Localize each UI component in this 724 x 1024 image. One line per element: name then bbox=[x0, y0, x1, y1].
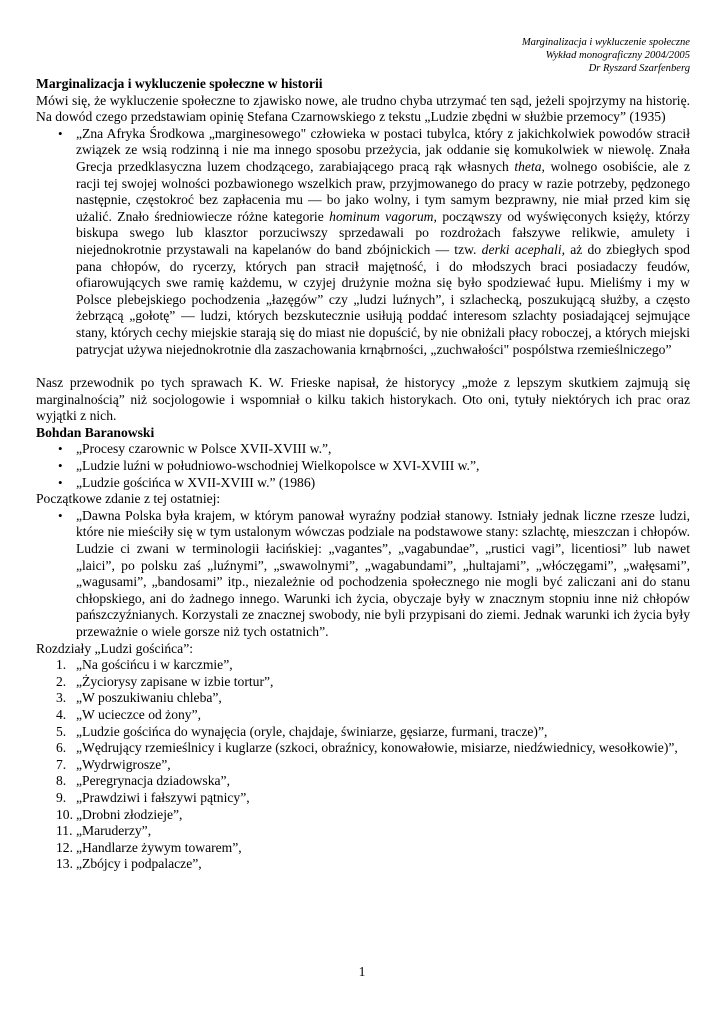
chapters-heading: Rozdziały „Ludzi gościńca”: bbox=[36, 640, 194, 656]
list-item: 11. „Maruderzy”, bbox=[56, 823, 152, 839]
header-course-title: Marginalizacja i wykluczenie społeczne bbox=[521, 37, 690, 48]
list-item: 6. „Wędrujący rzemieślnicy i kuglarze (szkoci, obraźnicy, konowałowie, misiarze, niedźwiednicy, wesołkowie)”, bbox=[56, 740, 678, 756]
list-item: • „Procesy czarownic w Polsce XVII-XVIII w.”, bbox=[58, 441, 332, 457]
list-item: 7. „Wydrwigrosze”, bbox=[56, 756, 171, 772]
works-list bbox=[36, 441, 690, 491]
running-header bbox=[522, 36, 690, 75]
list-item: 4. „W ucieczce od żony”, bbox=[56, 706, 202, 722]
list-item: 13. „Zbójcy i podpalacze”, bbox=[56, 856, 202, 872]
quote-list-czarnowski bbox=[36, 126, 690, 358]
quote-czarnowski: • „Zna Afryka Środkowa „marginesowego" człowieka w postaci tubylca, który z jakichkolwiek powodów stracił związek ze wsią rodzinną i nie ma innego sposobu przeżycia, jak oddanie się komukolwiek w niewolę. Znała Grecja przedklasyczna luzem chodzącego, zarabiającego pracą rąk własnych theta, wolnego osobiście, ale z racji tej swojej wolności pozbawionego wszelkich praw, przyjmowanego do pracy w razie potrzeby, pędzonego następnie, częstokroć bez zapłacenia mu — bo jako wolny, i tym samym bezprawny, nie miał przed kim się użalić. Znało średniowiecze różne kategorie hominum vagorum, począwszy od wyświęconych księży, którzy biskupa swego lub klasztor porzuciwszy sprzedawali po rozdrożach fałszywe relikwie, amulety i niejednokrotnie przystawali na kapelanów do band zbójnickich — tzw. derki acephali, aż do zbiegłych spod pana chłopów, do rycerzy, których pan stracił majętność, i do młodszych braci posiadaczy feudów, ofiarowujących swe ramię każdemu, w czyjej drużynie można się było spodziewać łupu. Mieliśmy i my w Polsce plebejskiego pochodzenia „łazęgów” czy „ludzi luźnych”, i szlachecką, poszukującą służby, a często żebrzącą „gołotę” — ludzi, których bezskutecznie usiłują poddać interesom szlachty posiadającej sejmujące stany, których cechy miejskie starają się do miast nie dopuścić, by nie obniżali płacy roboczej, a których miejski patrycjat używa niejednokrotnie dla zaszachowania krnąbrności, „zuchwałości" pospólstwa rzemieślniczego” bbox=[58, 125, 690, 357]
header-lecture-info: Wykład monograficzny 2004/2005 bbox=[545, 50, 690, 61]
document-body bbox=[36, 76, 690, 873]
list-item: 10. „Drobni złodzieje”, bbox=[56, 806, 183, 822]
list-item: 1. „Na gościńcu i w karczmie”, bbox=[56, 657, 233, 673]
list-item: 8. „Peregrynacja dziadowska”, bbox=[56, 773, 230, 789]
bullet-icon: • bbox=[58, 441, 63, 457]
bullet-icon: • bbox=[58, 474, 63, 490]
bullet-icon: • bbox=[58, 125, 63, 141]
page-number: 1 bbox=[358, 964, 366, 979]
quote-baranowski: • „Dawna Polska była krajem, w którym panował wyraźny podział stanowy. Istniały jednak liczne rzesze ludzi, które nie mieściły się w tym ustalonym wówczas podziale na podstawowe stany: szlachtę, mieszczan i chłopów. Ludzie ci zwani w terminologii łacińskiej: „vagantes”, „vagabundae”, „rustici vagi”, licentiosi” lub nawet „laici”, po polsku zaś „luźnymi”, „swawolnymi”, „wagabundami”, „hultajami”, „włóczęgami”, „wałęsami”, „wagusami”, „bandosami” itp., niezależnie od pochodzenia społecznego nie mogli być zaliczani ani do stanu chłopskiego, ani do żadnego innego. Warunki ich życia, obyczaje były w znacznym stopniu inne niż chłopów pańszczyźnianych. Korzystali ze znacznej swobody, nie byli przypisani do ziemi. Jednak warunki ich życia były przeważnie o wiele gorsze niż tych ostatnich”. bbox=[58, 507, 690, 639]
list-item: 3. „W poszukiwaniu chleba”, bbox=[56, 690, 222, 706]
quote-list-baranowski bbox=[36, 508, 690, 641]
list-item: 5. „Ludzie gościńca do wynajęcia (oryle, chajdaje, świniarze, gęsiarze, furmani, tracze)”, bbox=[56, 723, 548, 739]
author-heading: Bohdan Baranowski bbox=[36, 424, 155, 440]
list-item: 2. „Życiorysy zapisane w izbie tortur”, bbox=[56, 673, 274, 689]
frieske-paragraph: Nasz przewodnik po tych sprawach K. W. Frieske napisał, że historycy „może z lepszym skutkiem zajmują się marginalnością” niż socjologowie i wspomniał o kilku takich historykach. Oto oni, tytuły niektórych ich prac oraz wyjątki z nich. bbox=[36, 375, 690, 424]
spacer bbox=[36, 358, 690, 375]
list-item: 9. „Prawdziwi i fałszywi pątnicy”, bbox=[56, 789, 250, 805]
header-author: Dr Ryszard Szarfenberg bbox=[588, 63, 690, 74]
list-item: • „Ludzie luźni w południowo-wschodniej Wielkopolsce w XVI-XVIII w.”, bbox=[58, 458, 480, 474]
chapters-list bbox=[36, 657, 690, 873]
list-item: • „Ludzie gościńca w XVII-XVIII w.” (1986) bbox=[58, 474, 316, 490]
bullet-icon: • bbox=[58, 507, 63, 523]
section-title: Marginalizacja i wykluczenie społeczne w historii bbox=[36, 76, 323, 91]
list-item: 12. „Handlarze żywym towarem”, bbox=[56, 839, 242, 855]
intro-paragraph: Mówi się, że wykluczenie społeczne to zjawisko nowe, ale trudno chyba utrzymać ten sąd, jeżeli spojrzymy na historię. Na dowód czego przedstawiam opinię Stefana Czarnowskiego z tekstu „Ludzie zbędni w służbie przemocy” (1935) bbox=[36, 92, 690, 125]
first-sentence-intro: Początkowe zdanie z tej ostatniej: bbox=[36, 491, 221, 507]
bullet-icon: • bbox=[58, 458, 63, 474]
